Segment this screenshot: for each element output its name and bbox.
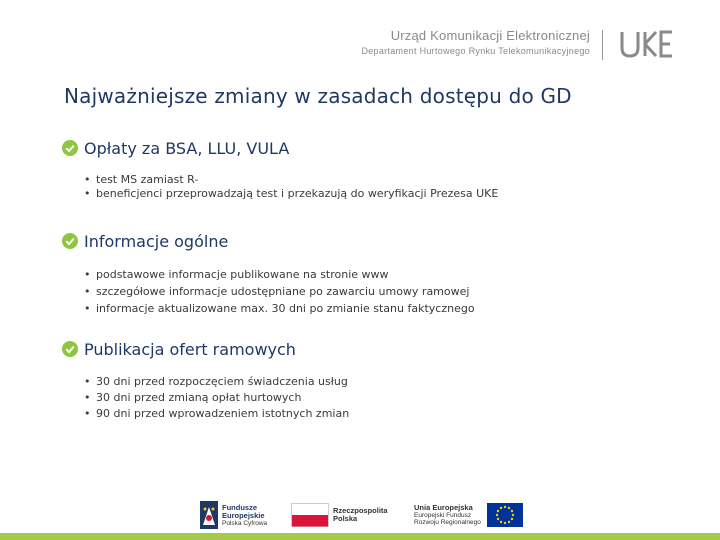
rp-text bbox=[333, 507, 388, 523]
bullet-list bbox=[82, 173, 498, 201]
list-item: • informacje aktualizowane max. 30 dni po zmianie stanu faktycznego bbox=[82, 300, 475, 317]
bullet-list bbox=[82, 266, 475, 317]
ue-line3: Rozwoju Regionalnego bbox=[414, 519, 481, 526]
eu-flag-icon bbox=[487, 503, 523, 527]
ue-line1: Unia Europejska bbox=[414, 503, 473, 512]
fundusze-europejskie-logo bbox=[200, 500, 267, 530]
unia-europejska-logo bbox=[414, 500, 523, 530]
fe-line1: Fundusze bbox=[222, 502, 257, 512]
rzeczpospolita-polska-logo bbox=[291, 500, 388, 530]
rp-line1: Rzeczpospolita bbox=[333, 506, 388, 515]
section-fees bbox=[62, 137, 498, 201]
section-heading bbox=[62, 230, 475, 252]
list-item: • szczegółowe informacje udostępniane po zawarciu umowy ramowej bbox=[82, 283, 475, 300]
check-icon bbox=[62, 140, 78, 156]
list-item: • test MS zamiast R- bbox=[82, 173, 498, 187]
footer-bar bbox=[0, 533, 720, 540]
list-item: • 30 dni przed zmianą opłat hurtowych bbox=[82, 390, 349, 406]
uke-logo bbox=[618, 28, 674, 60]
ue-line2: Europejski Fundusz bbox=[414, 512, 472, 519]
fe-line2: Europejskie bbox=[222, 510, 265, 520]
fe-line3: Polska Cyfrowa bbox=[222, 519, 268, 527]
ue-text bbox=[414, 504, 481, 526]
section-framework-offers bbox=[62, 338, 349, 422]
section-heading bbox=[62, 137, 498, 159]
bullet-list bbox=[82, 374, 349, 422]
uke-logo-mark bbox=[618, 28, 674, 60]
check-icon bbox=[62, 233, 78, 249]
department-name: Departament Hurtowego Rynku Telekomunikacyjnego bbox=[361, 46, 590, 56]
section-title: Publikacja ofert ramowych bbox=[84, 339, 296, 359]
list-item: • beneficjenci przeprowadzają test i przekazują do weryfikacji Prezesa UKE bbox=[82, 187, 498, 201]
rp-line2: Polska bbox=[333, 514, 358, 523]
section-title: Opłaty za BSA, LLU, VULA bbox=[84, 138, 290, 158]
section-heading bbox=[62, 338, 349, 360]
fundusze-europejskie-icon bbox=[200, 501, 218, 529]
check-icon bbox=[62, 341, 78, 357]
organization-name: Urząd Komunikacji Elektronicznej bbox=[390, 28, 590, 43]
footer-logos bbox=[0, 500, 720, 530]
list-item: • 30 dni przed rozpoczęciem świadczenia usług bbox=[82, 374, 349, 390]
list-item: • podstawowe informacje publikowane na stronie www bbox=[82, 266, 475, 283]
page-title: Najważniejsze zmiany w zasadach dostępu do GD bbox=[64, 84, 572, 108]
section-general-info bbox=[62, 230, 475, 317]
list-item: • 90 dni przed wprowadzeniem istotnych zmian bbox=[82, 406, 349, 422]
fe-text bbox=[222, 504, 267, 527]
header-divider bbox=[602, 30, 603, 60]
section-title: Informacje ogólne bbox=[84, 231, 229, 251]
polish-flag-icon bbox=[291, 503, 329, 527]
header-organization bbox=[361, 28, 590, 57]
